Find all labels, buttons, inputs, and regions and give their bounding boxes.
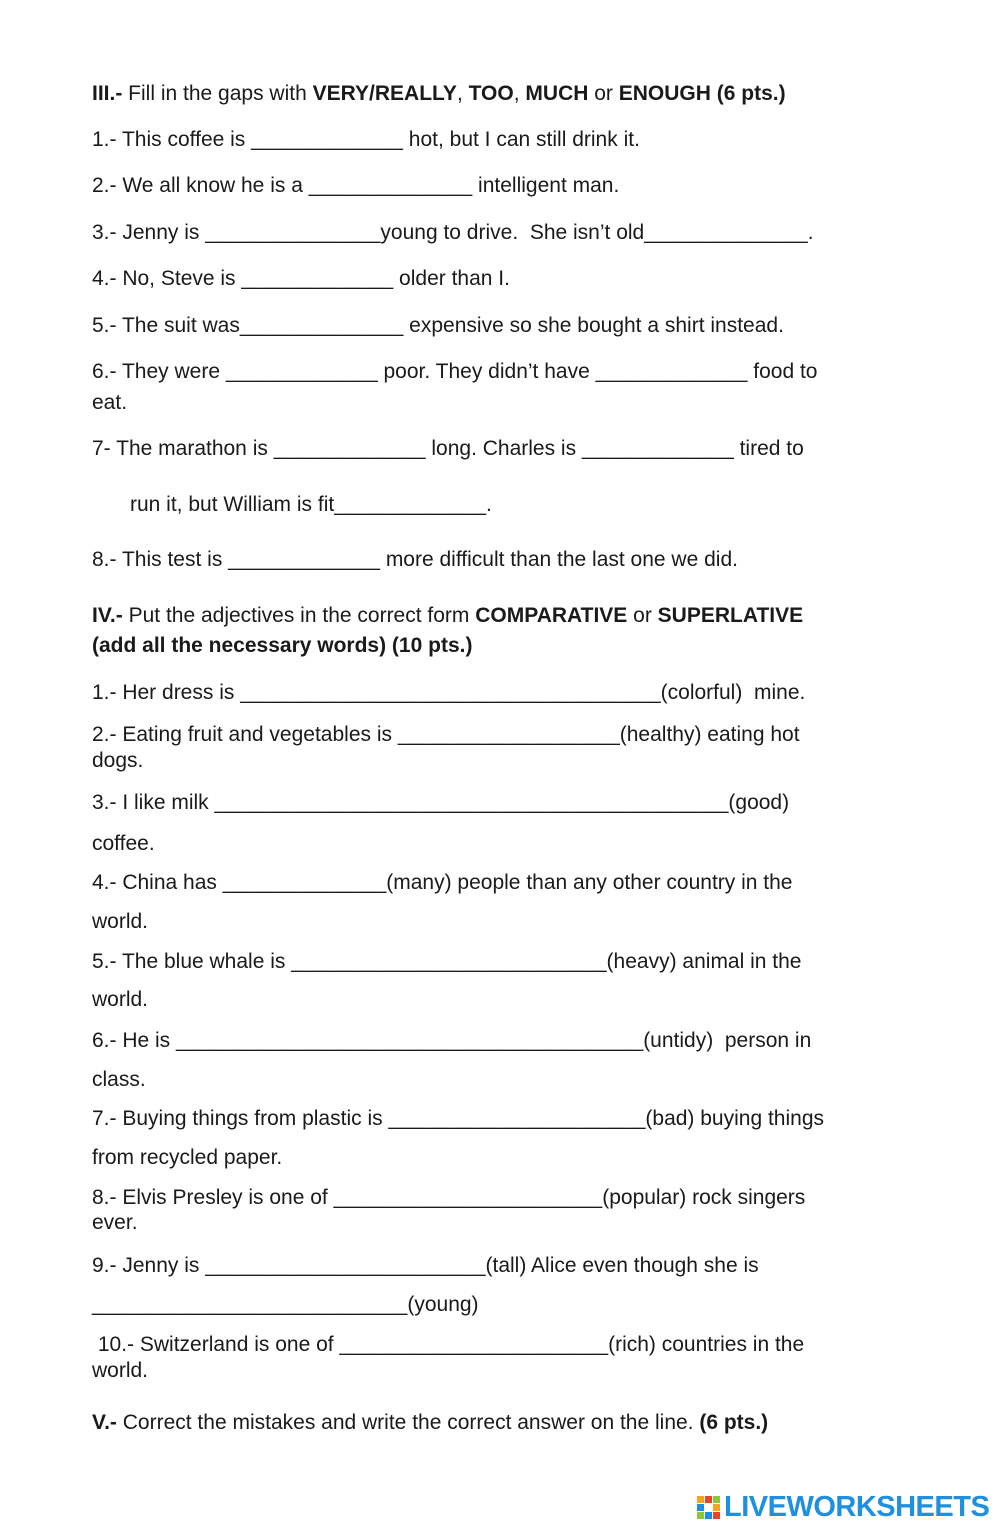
s3-question-3: 3.- Jenny is _______________young to drive. She isn’t old______________. [92,221,814,244]
s4-question-3-line2: coffee. [92,832,155,855]
s4-question-8-line2: ever. [92,1211,138,1234]
logo-text: LIVEWORKSHEETS [724,1490,990,1523]
s3-question-8: 8.- This test is _____________ more difficult than the last one we did. [92,548,738,571]
s4-question-4-line2: world. [92,910,149,933]
section-3-heading: III.- Fill in the gaps with VERY/REALLY, TOO, MUCH or ENOUGH (6 pts.) [92,82,786,105]
s3-question-6-line2: eat. [92,391,128,414]
s4-question-2-line2: dogs. [92,749,144,772]
s3-question-2: 2.- We all know he is a ______________ intelligent man. [92,174,620,197]
section-4-heading-line2: (add all the necessary words) (10 pts.) [92,634,473,657]
s4-question-5-line2: world. [92,988,149,1011]
s4-question-8-line1: 8.- Elvis Presley is one of _______________________(popular) rock singers [92,1186,806,1209]
s4-question-6-line1: 6.- He is ________________________________________(untidy) person in [92,1029,812,1052]
s4-question-7-line1: 7.- Buying things from plastic is ______________________(bad) buying things [92,1107,825,1130]
s4-question-4-line1: 4.- China has ______________(many) people than any other country in the [92,871,793,894]
s4-question-5-line1: 5.- The blue whale is ___________________________(heavy) animal in the [92,950,802,973]
s4-question-1: 1.- Her dress is ____________________________________(colorful) mine. [92,681,806,704]
s3-question-1: 1.- This coffee is _____________ hot, but I can still drink it. [92,128,640,151]
liveworksheets-logo[interactable] [697,1490,989,1524]
s4-question-10-line2: world. [92,1359,149,1382]
s4-question-2-line1: 2.- Eating fruit and vegetables is ___________________(healthy) eating hot [92,723,800,746]
s3-question-7-line1: 7- The marathon is _____________ long. Charles is _____________ tired to [92,437,804,460]
s4-question-6-line2: class. [92,1068,146,1091]
logo-mark-icon [697,1496,720,1519]
s4-question-10-line1: 10.- Switzerland is one of _______________________(rich) countries in the [92,1333,805,1356]
s4-question-9-line2: ___________________________(young) [92,1293,479,1316]
s3-question-6-line1: 6.- They were _____________ poor. They didn’t have _____________ food to [92,360,818,383]
s3-question-5: 5.- The suit was______________ expensive so she bought a shirt instead. [92,314,784,337]
section-5-heading: V.- Correct the mistakes and write the correct answer on the line. (6 pts.) [92,1411,769,1434]
s4-question-9-line1: 9.- Jenny is ________________________(tall) Alice even though she is [92,1254,759,1277]
s4-question-3-line1: 3.- I like milk ____________________________________________(good) [92,791,790,814]
s3-question-7-line2: run it, but William is fit_____________. [130,493,492,516]
section-4-heading: IV.- Put the adjectives in the correct form COMPARATIVE or SUPERLATIVE [92,604,804,627]
s4-question-7-line2: from recycled paper. [92,1146,283,1169]
s3-question-4: 4.- No, Steve is _____________ older than I. [92,267,510,290]
